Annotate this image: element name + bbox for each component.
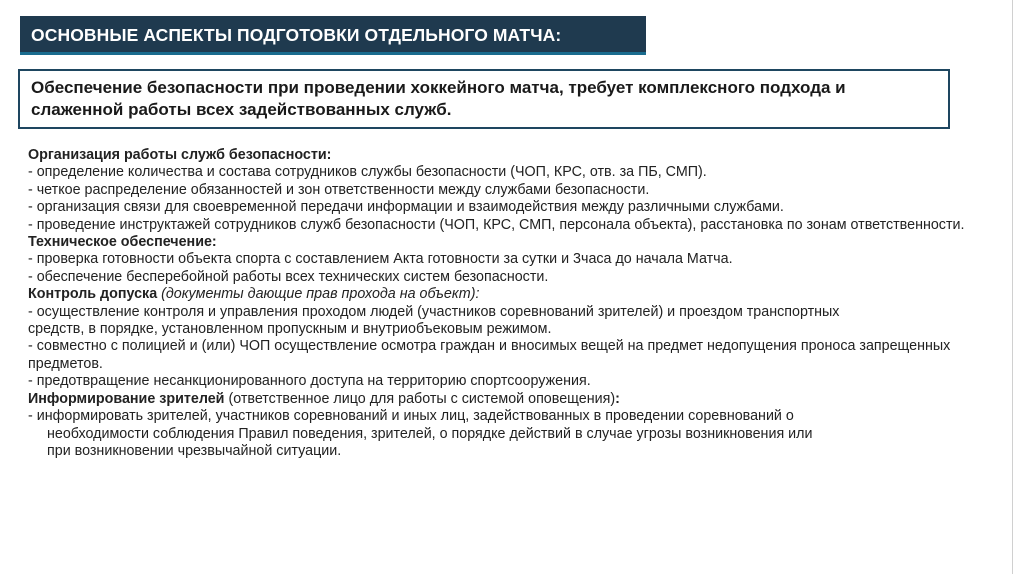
slide-title: ОСНОВНЫЕ АСПЕКТЫ ПОДГОТОВКИ ОТДЕЛЬНОГО МАТЧА: — [31, 25, 562, 45]
lead-box — [18, 69, 950, 129]
info-heading-colon: : — [615, 390, 620, 407]
right-edge-rule — [1012, 0, 1013, 574]
info-heading-line — [28, 391, 993, 408]
content-body — [28, 147, 993, 460]
security-item: - четкое распределение обязанностей и зон ответственности между службами безопасности. — [28, 181, 650, 198]
security-heading: Организация работы служб безопасности: — [28, 147, 332, 163]
security-item: - определение количества и состава сотрудников службы безопасности (ЧОП, КРС, отв. за ПБ, СМП). — [28, 164, 707, 181]
technical-heading: Техническое обеспечение: — [28, 234, 217, 251]
info-heading-note: (ответственное лицо для работы с системой оповещения) — [224, 390, 616, 407]
access-heading-note: (документы дающие прав прохода на объект): — [157, 286, 480, 303]
info-item: необходимости соблюдения Правил поведения, зрителей, о порядке действий в случае угрозы возникновения или — [47, 425, 813, 442]
security-item: - проведение инструктажей сотрудников служб безопасности (ЧОП, КРС, СМП, персонала объекта), расстановка по зонам ответственности. — [28, 216, 965, 233]
info-heading: Информирование зрителей — [28, 390, 225, 407]
title-banner — [20, 16, 646, 55]
access-heading-line — [28, 286, 993, 303]
access-item: - осуществление контроля и управления проходом людей (участников соревнований зрителей) и проездом транспортных средств, в порядке, установленном пропускным и внутриобъековым режимом. — [28, 303, 840, 338]
access-item: - предотвращение несанкционированного доступа на территорию спортсооружения. — [28, 373, 591, 390]
info-item: при возникновении чрезвычайной ситуации. — [47, 442, 342, 459]
technical-item: - обеспечение бесперебойной работы всех технических систем безопасности. — [28, 268, 549, 285]
security-item: - организация связи для своевременной передачи информации и взаимодействия между различными службами. — [28, 199, 784, 216]
access-heading: Контроль допуска — [28, 286, 158, 303]
lead-text: Обеспечение безопасности при проведении хоккейного матча, требует комплексного подхода и слаженной работы всех задействованных служб. — [31, 78, 846, 119]
technical-item: - проверка готовности объекта спорта с составлением Акта готовности за сутки и 3часа до начала Матча. — [28, 251, 733, 268]
info-item: - информировать зрителей, участников соревнований и иных лиц, задействованных в проведении соревнований о — [28, 408, 794, 425]
access-item: - совместно с полицией и (или) ЧОП осуществление осмотра граждан и вносимых вещей на предмет недопущения проноса запрещенных предметов. — [28, 338, 951, 372]
